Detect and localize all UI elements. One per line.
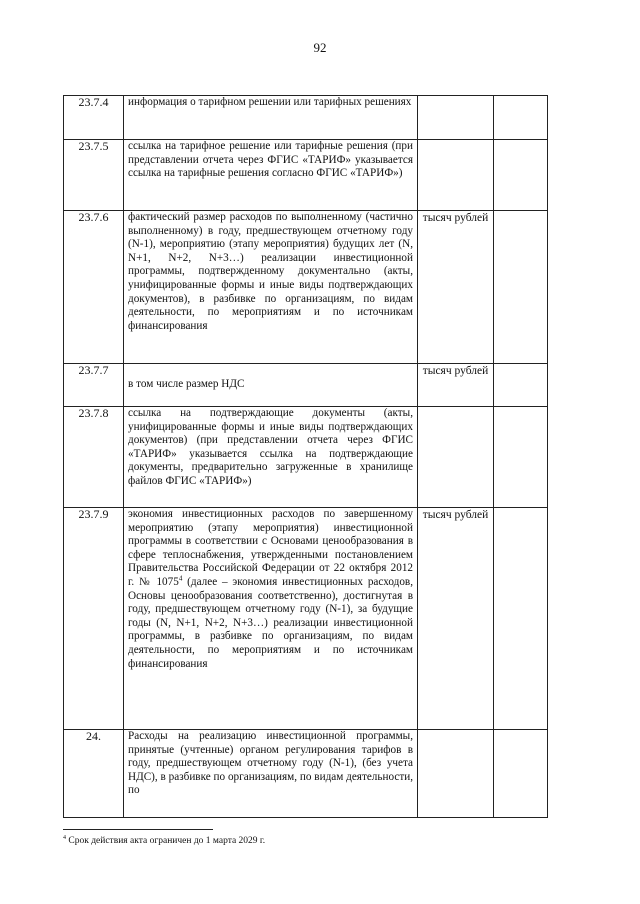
footnote [63, 836, 265, 846]
table-row [64, 211, 548, 364]
row-unit [418, 140, 494, 211]
row-value-cell [494, 730, 548, 818]
footnote-text: Срок действия акта ограничен до 1 марта 2029 г. [66, 836, 266, 846]
row-number: 23.7.8 [64, 407, 124, 508]
row-unit: тысяч рублей [418, 211, 494, 364]
row-description: Расходы на реализацию инвестиционной программы, принятые (учтенные) органом регулирования тарифов в году, предшествующем отчетному году (N-1), (без учета НДС), в разбивке по организациям, по видам деятельности, по [124, 730, 418, 818]
table-row [64, 730, 548, 818]
row-description: фактический размер расходов по выполненному (частично выполненному) в году, предшествующем отчетному году (N-1), мероприятию (этапу мероприятия) будущих лет (N, N+1, N+2, N+3…) реализации инвестиционной программы, подтвержденному документально (акты, унифицированные формы и иные виды подтверждающих документов), в разбивке по организациям, по видам деятельности, по мероприятиям и по источникам финансирования [124, 211, 418, 364]
row-number: 23.7.7 [64, 364, 124, 407]
row-number: 23.7.4 [64, 96, 124, 140]
footnote-reference: 4 [178, 574, 183, 583]
row-unit: тысяч рублей [418, 508, 494, 730]
row-value-cell [494, 211, 548, 364]
row-unit [418, 407, 494, 508]
row-value-cell [494, 407, 548, 508]
row-description: ссылка на подтверждающие документы (акты, унифицированные формы и иные виды подтверждающих документов) (при представлении отчета через ФГИС «ТАРИФ» указывается ссылка на подтверждающие документы, предварительно загруженные в хранилище файлов ФГИС «ТАРИФ») [124, 407, 418, 508]
table-row [64, 508, 548, 730]
row-number: 24. [64, 730, 124, 818]
row-number: 23.7.6 [64, 211, 124, 364]
row-description: ссылка на тарифное решение или тарифные решения (при представлении отчета через ФГИС «ТАРИФ» указывается ссылка на тарифные решения согласно ФГИС «ТАРИФ») [124, 140, 418, 211]
row-value-cell [494, 508, 548, 730]
row-description-part: (далее – экономия инвестиционных расходов, Основы ценообразования соответственно), достигнутая в году, предшествующем отчетному году (N-1), за будущие годы (N, N+1, N+2, N+3…) реализации инвестиционной программы, в разбивке по организациям, по видам деятельности, по мероприятиям и по источникам финансирования [128, 575, 413, 670]
row-unit [418, 730, 494, 818]
row-unit [418, 96, 494, 140]
page-number: 92 [313, 40, 327, 55]
table-row [64, 140, 548, 211]
footnote-marker: 4 [63, 834, 66, 841]
requirements-table [63, 95, 548, 818]
row-description: информация о тарифном решении или тарифных решениях [124, 96, 418, 140]
table-row [64, 407, 548, 508]
row-description [124, 508, 418, 730]
row-value-cell [494, 96, 548, 140]
row-number: 23.7.5 [64, 140, 124, 211]
row-description-part: экономия инвестиционных расходов по завершенному мероприятию (этапу мероприятия) инвестиционной программы в соответствии с Основами ценообразования в сфере теплоснабжения, утвержденными постановлением Правительства Российской Федерации от 22 октября 2012 г. № 1075 [128, 508, 413, 588]
table-row [64, 96, 548, 140]
row-description: в том числе размер НДС [124, 364, 418, 407]
row-value-cell [494, 140, 548, 211]
row-number: 23.7.9 [64, 508, 124, 730]
row-unit: тысяч рублей [418, 364, 494, 407]
footnote-divider [63, 829, 213, 830]
row-value-cell [494, 364, 548, 407]
table-row [64, 364, 548, 407]
